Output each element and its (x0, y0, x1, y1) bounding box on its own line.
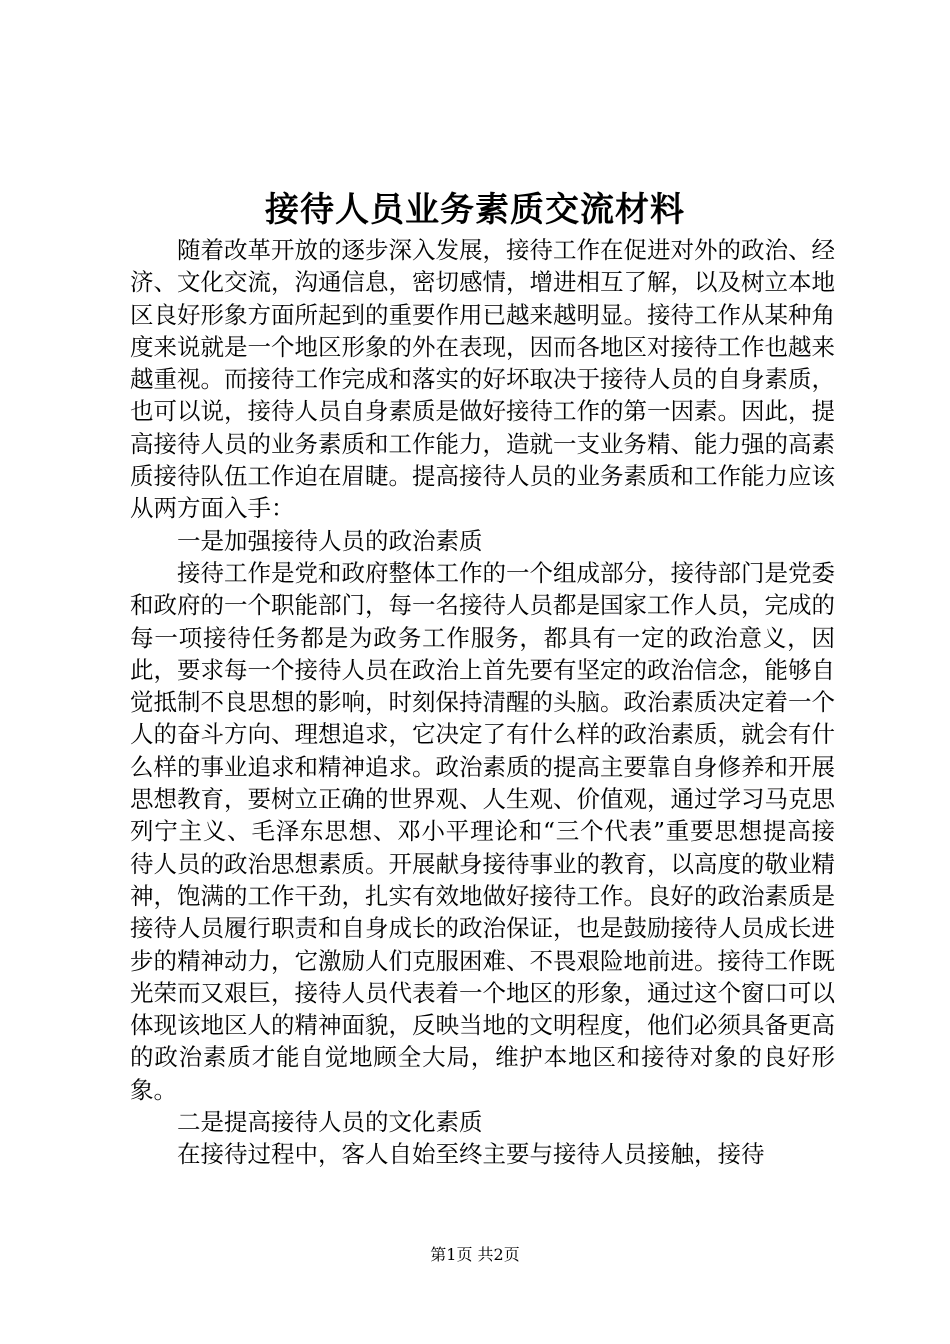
page-footer: 第1页 共2页 (430, 1245, 520, 1264)
paragraph-intro: 随着改革开放的逐步深入发展，接待工作在促进对外的政治、经济、文化交流，沟通信息，密切感情，增进相互了解，以及树立本地区良好形象方面所起到的重要作用已越来越明显。接待工作从某种角度来说就是一个地区形象的外在表现，因而各地区对接待工作也越来越重视。而接待工作完成和落实的好坏取决于接待人员的自身素质，也可以说，接待人员自身素质是做好接待工作的第一因素。因此，提高接待人员的业务素质和工作能力，造就一支业务精、能力强的高素质接待队伍工作迫在眉睫。提高接待人员的业务素质和工作能力应该从两方面入手： (130, 236, 835, 523)
paragraph-political: 接待工作是党和政府整体工作的一个组成部分，接待部门是党委和政府的一个职能部门，每一名接待人员都是国家工作人员，完成的每一项接待任务都是为政务工作服务，都具有一定的政治意义，因此，要求每一个接待人员在政治上首先要有坚定的政治信念，能够自觉抵制不良思想的影响，时刻保持清醒的头脑。政治素质决定着一个人的奋斗方向、理想追求，它决定了有什么样的政治素质，就会有什么样的事业追求和精神追求。政治素质的提高主要靠自身修养和开展思想教育，要树立正确的世界观、人生观、价值观，通过学习马克思列宁主义、毛泽东思想、邓小平理论和“三个代表”重要思想提高接待人员的政治思想素质。开展献身接待事业的教育，以高度的敬业精神，饱满的工作干劲，扎实有效地做好接待工作。良好的政治素质是接待人员履行职责和自身成长的政治保证，也是鼓励接待人员成长进步的精神动力，它激励人们克服困难、不畏艰险地前进。接待工作既光荣而又艰巨，接待人员代表着一个地区的形象，通过这个窗口可以体现该地区人的精神面貌，反映当地的文明程度，他们必须具备更高的政治素质才能自觉地顾全大局，维护本地区和接待对象的良好形象。 (130, 558, 835, 1104)
section-heading-political: 一是加强接待人员的政治素质 (177, 526, 483, 555)
document-body (130, 234, 835, 1171)
section-heading-cultural: 二是提高接待人员的文化素质 (177, 1108, 483, 1137)
document-title: 接待人员业务素质交流材料 (265, 190, 685, 230)
paragraph-cultural: 在接待过程中，客人自始至终主要与接待人员接触，接待 (177, 1140, 765, 1169)
